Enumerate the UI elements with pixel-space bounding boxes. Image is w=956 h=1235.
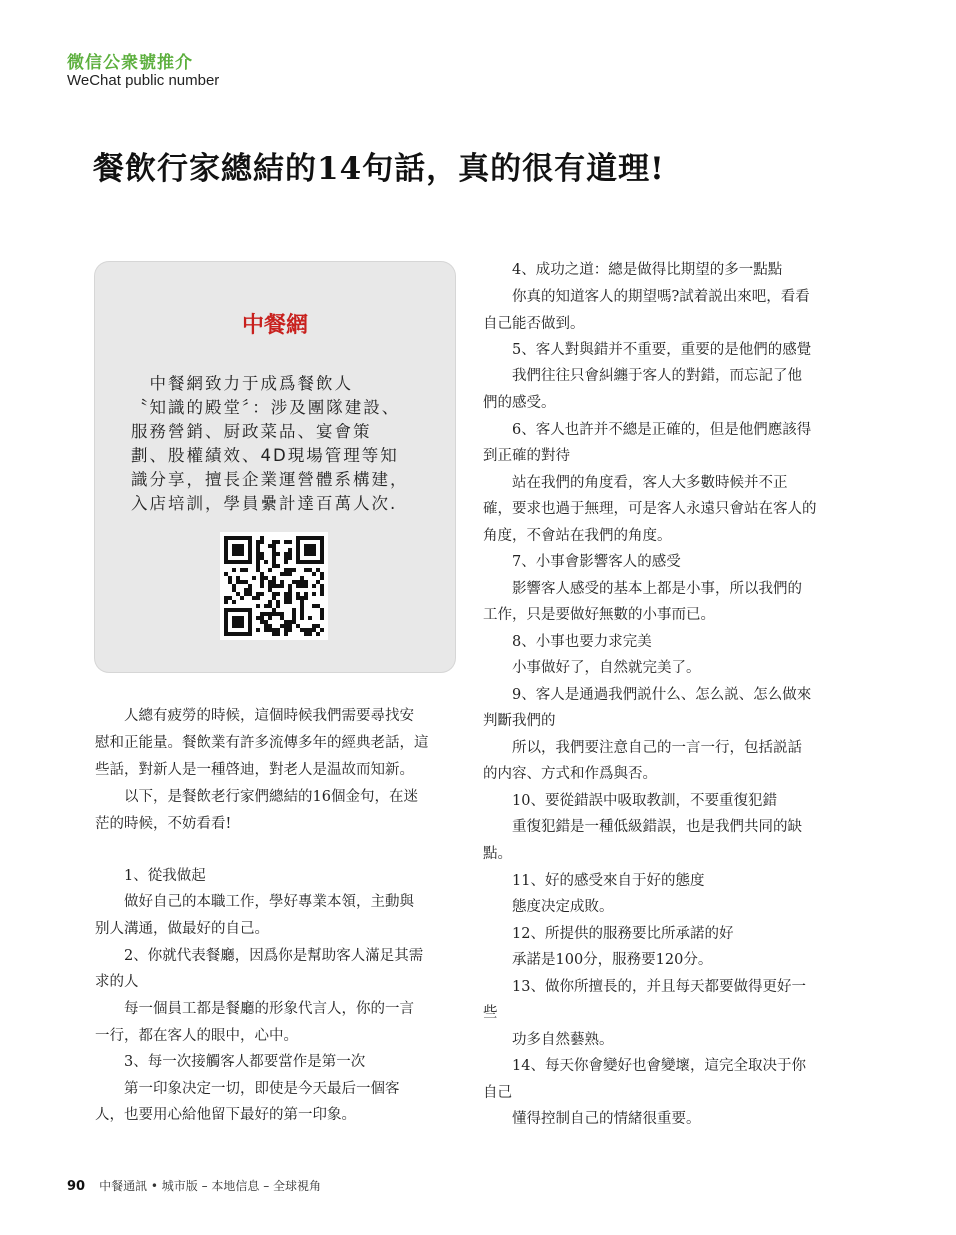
- section-label-zh: 微信公衆號推介: [67, 53, 193, 73]
- qr-code-icon: [220, 532, 328, 640]
- paragraph-line: 我們往往只會糾纏于客人的對錯，而忘記了他: [483, 368, 802, 384]
- section-label-en: WeChat public number: [67, 72, 220, 89]
- paragraph-line: 承諾是100分，服務要120分。: [483, 952, 713, 968]
- paragraph-line: 14、每天你會變好也會變壞，這完全取决于你: [483, 1058, 806, 1074]
- paragraph-line: 小事做好了，自然就完美了。: [483, 660, 701, 676]
- paragraph-line: 10、要從錯誤中吸取教訓，不要重復犯錯: [483, 793, 777, 809]
- paragraph-line: 第一印象决定一切，即使是今天最后一個客: [95, 1081, 400, 1097]
- paragraph-line: 點。: [483, 846, 512, 862]
- paragraph-line: 做好自己的本職工作，學好專業本領，主動與: [95, 894, 414, 910]
- paragraph-line: 求的人: [95, 974, 139, 990]
- promo-card-line: 劃、股權績效、4D現場管理等知: [131, 446, 399, 465]
- paragraph-line: 站在我們的角度看，客人大多數時候并不正: [483, 475, 788, 491]
- paragraph-line: 一行，都在客人的眼中，心中。: [95, 1028, 298, 1044]
- paragraph-line: 人總有疲勞的時候，這個時候我們需要尋找安: [95, 708, 414, 724]
- paragraph-line: 工作，只是要做好無數的小事而已。: [483, 607, 715, 623]
- paragraph-line: 確，要求也過于無理，可是客人永遠只會站在客人的: [483, 501, 817, 517]
- paragraph-line: 5、客人對與錯并不重要，重要的是他們的感覺: [483, 342, 812, 358]
- paragraph-line: 些: [483, 1005, 498, 1021]
- promo-card-line: 服務營銷、厨政菜品、宴會策: [131, 422, 372, 441]
- paragraph-line: 的内容、方式和作爲與否。: [483, 766, 657, 782]
- paragraph-line: 每一個員工都是餐廳的形象代言人，你的一言: [95, 1001, 414, 1017]
- paragraph-line: 2、你就代表餐廳，因爲你是幫助客人滿足其需: [95, 948, 424, 964]
- paragraph-line: 1、從我做起: [95, 868, 206, 884]
- promo-card: [95, 262, 455, 672]
- paragraph-line: 9、客人是通過我們説什么、怎么説、怎么做來: [483, 687, 812, 703]
- paragraph-line: 判斷我們的: [483, 713, 556, 729]
- paragraph-line: 13、做你所擅長的，并且每天都要做得更好一: [483, 979, 806, 995]
- page-number: 90: [67, 1179, 86, 1194]
- promo-card-line: 〝知識的殿堂〞：涉及團隊建設、: [131, 398, 401, 417]
- paragraph-line: 8、小事也要力求完美: [483, 634, 652, 650]
- paragraph-line: 到正確的對待: [483, 448, 570, 464]
- paragraph-line: 慰和正能量。餐飲業有許多流傳多年的經典老話，這: [95, 735, 429, 751]
- paragraph-line: 所以，我們要注意自己的一言一行，包括説話: [483, 740, 802, 756]
- paragraph-line: 4、成功之道：總是做得比期望的多一點點: [483, 262, 783, 278]
- paragraph-line: 功多自然藝熟。: [483, 1032, 614, 1048]
- paragraph-line: 重復犯錯是一種低級錯誤，也是我們共同的缺: [483, 819, 802, 835]
- paragraph-line: 3、每一次接觸客人都要當作是第一次: [95, 1054, 366, 1070]
- paragraph-line: 影響客人感受的基本上都是小事，所以我們的: [483, 581, 802, 597]
- paragraph-line: 11、好的感受來自于好的態度: [483, 873, 705, 889]
- paragraph-line: 態度决定成敗。: [483, 899, 614, 915]
- paragraph-line: 懂得控制自己的情緒很重要。: [483, 1111, 701, 1127]
- promo-card-title: 中餐網: [241, 313, 308, 338]
- promo-card-text: [131, 372, 421, 516]
- paragraph-line: 12、所提供的服務要比所承諾的好: [483, 926, 734, 942]
- paragraph-line: 6、客人也許并不總是正確的，但是他們應該得: [483, 422, 812, 438]
- paragraph-line: 些話，對新人是一種啓迪，對老人是温故而知新。: [95, 762, 414, 778]
- article-title: 餐飲行家總結的14句話，真的很有道理!: [93, 151, 665, 187]
- paragraph-line: 自己能否做到。: [483, 316, 585, 332]
- page-footer: [67, 1177, 321, 1194]
- promo-card-line: 識分享，擅長企業運營體系構建，: [131, 470, 409, 489]
- promo-card-line: 中餐網致力于成爲餐飲人: [131, 374, 353, 393]
- promo-card-line: 入店培訓，學員纍計達百萬人次.: [131, 494, 398, 513]
- paragraph-line: 茫的時候，不妨看看!: [95, 816, 232, 832]
- paragraph-line: 人，也要用心給他留下最好的第一印象。: [95, 1107, 356, 1123]
- paragraph-line: 們的感受。: [483, 395, 556, 411]
- footer-text: 中餐通訊 • 城市版 – 本地信息 – 全球視角: [99, 1179, 322, 1193]
- paragraph-line: 角度，不會站在我們的角度。: [483, 528, 672, 544]
- paragraph-line: 以下，是餐飲老行家們總結的16個金句，在迷: [95, 789, 418, 805]
- paragraph-line: 你真的知道客人的期望嗎?試着説出來吧，看看: [483, 289, 810, 305]
- paragraph-line: 7、小事會影響客人的感受: [483, 554, 681, 570]
- paragraph-line: 自己: [483, 1085, 512, 1101]
- paragraph-line: 别人溝通，做最好的自己。: [95, 921, 269, 937]
